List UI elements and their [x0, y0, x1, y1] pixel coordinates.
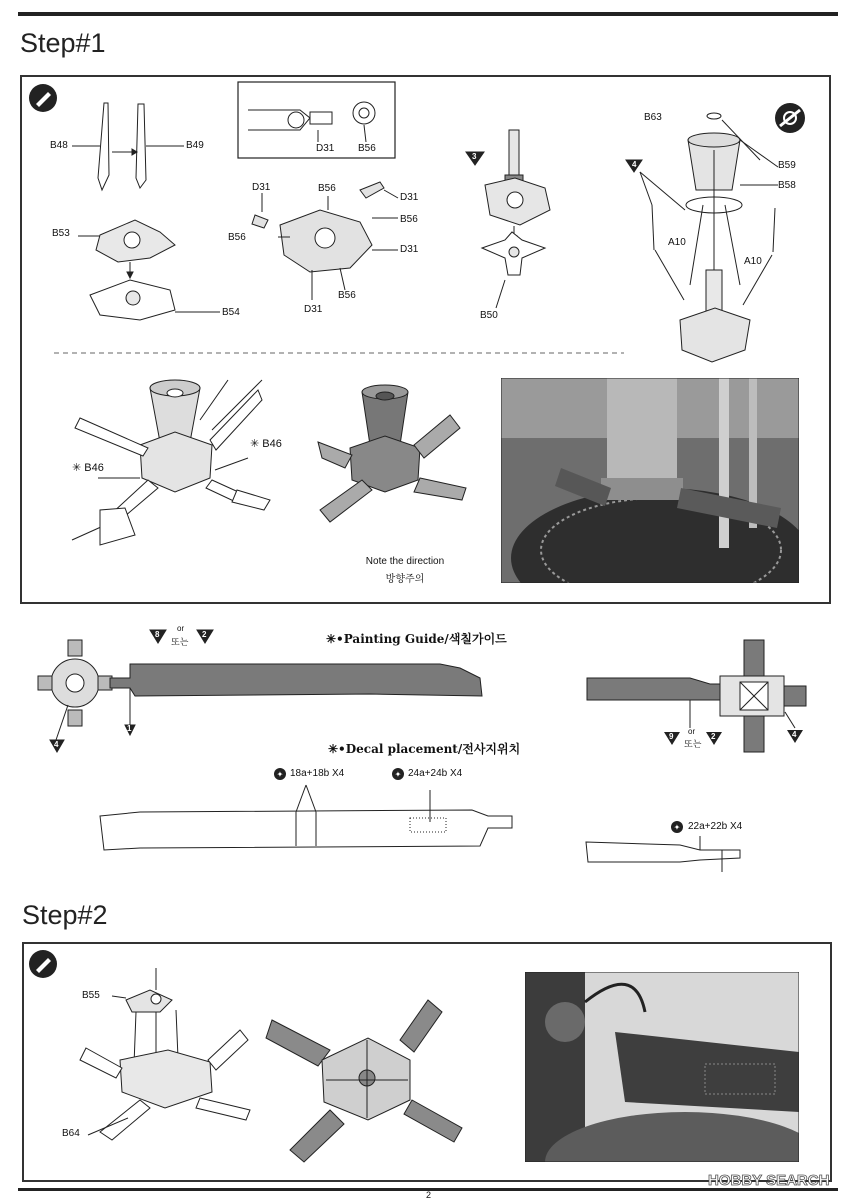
svg-text:✦: ✦ — [673, 823, 681, 832]
part-label-b56-c: B56 — [228, 232, 246, 243]
part-label-b56-a: B56 — [318, 183, 336, 194]
part-label-b49: B49 — [186, 140, 204, 151]
part-label-b64: B64 — [62, 1128, 80, 1139]
or-ko-right: 또는 — [684, 739, 702, 749]
part-label-a10-left: A10 — [668, 237, 686, 248]
svg-text:✦: ✦ — [394, 770, 402, 779]
part-label-d31-c: D31 — [400, 244, 419, 255]
paint-marker-9: 9 — [669, 732, 674, 741]
note-direction-ko: 방향주의 — [385, 574, 425, 585]
or-label-top: or — [177, 624, 185, 633]
part-label-b56-d: B56 — [338, 290, 356, 301]
painting-guide-title: ✳•Painting Guide/색칠가이드 — [326, 632, 507, 646]
part-label-b48: B48 — [50, 140, 68, 151]
no-glue-icon — [775, 103, 805, 133]
decal-label-24: 24a+24b X4 — [408, 768, 463, 779]
part-label-b53: B53 — [52, 228, 70, 239]
part-label-d31-inset: D31 — [316, 143, 335, 154]
page-number: 2 — [426, 1190, 432, 1200]
part-label-b56-b: B56 — [400, 214, 418, 225]
note-direction-en: Note the direction — [365, 556, 445, 567]
decal-placement-title: ✳•Decal placement/전사지위치 — [328, 742, 521, 756]
decal-label-22: 22a+22b X4 — [688, 821, 743, 832]
paint-marker-1: 1 — [127, 724, 132, 733]
reference-photo-swashplate — [525, 972, 799, 1162]
paint-marker-2-top: 2 — [202, 630, 207, 639]
part-label-b56-inset: B56 — [358, 143, 376, 154]
step2-title: Step#2 — [22, 900, 108, 930]
watermark: HOBBY SEARCH — [708, 1172, 830, 1189]
or-label-right: or — [688, 727, 696, 736]
part-label-d31-a: D31 — [252, 182, 271, 193]
or-ko-top: 또는 — [171, 637, 189, 647]
part-label-b58: B58 — [778, 180, 796, 191]
part-label-a10-right: A10 — [744, 256, 762, 267]
step1-title: Step#1 — [20, 28, 106, 58]
part-label-d31-d: D31 — [304, 304, 323, 315]
part-label-b63: B63 — [644, 112, 662, 123]
part-label-b50: B50 — [480, 310, 498, 321]
glue-icon — [29, 84, 57, 978]
paint-marker-8: 8 — [155, 630, 160, 639]
reference-photo-rotor-head — [501, 378, 799, 583]
marker-4: 4 — [632, 160, 637, 169]
part-label-b59: B59 — [778, 160, 796, 171]
part-label-b55: B55 — [82, 990, 100, 1001]
paint-marker-2-right: 2 — [711, 732, 716, 741]
paint-marker-4-left: 4 — [54, 740, 59, 749]
paint-marker-4-right: 4 — [792, 730, 797, 739]
b46-right-label: ✳ B46 — [250, 438, 282, 450]
b46-left-label: ✳ B46 — [72, 462, 104, 474]
part-label-d31-b: D31 — [400, 192, 419, 203]
marker-3: 3 — [472, 152, 477, 161]
part-label-b54: B54 — [222, 307, 240, 318]
svg-text:✦: ✦ — [276, 770, 284, 779]
decal-label-18: 18a+18b X4 — [290, 768, 345, 779]
